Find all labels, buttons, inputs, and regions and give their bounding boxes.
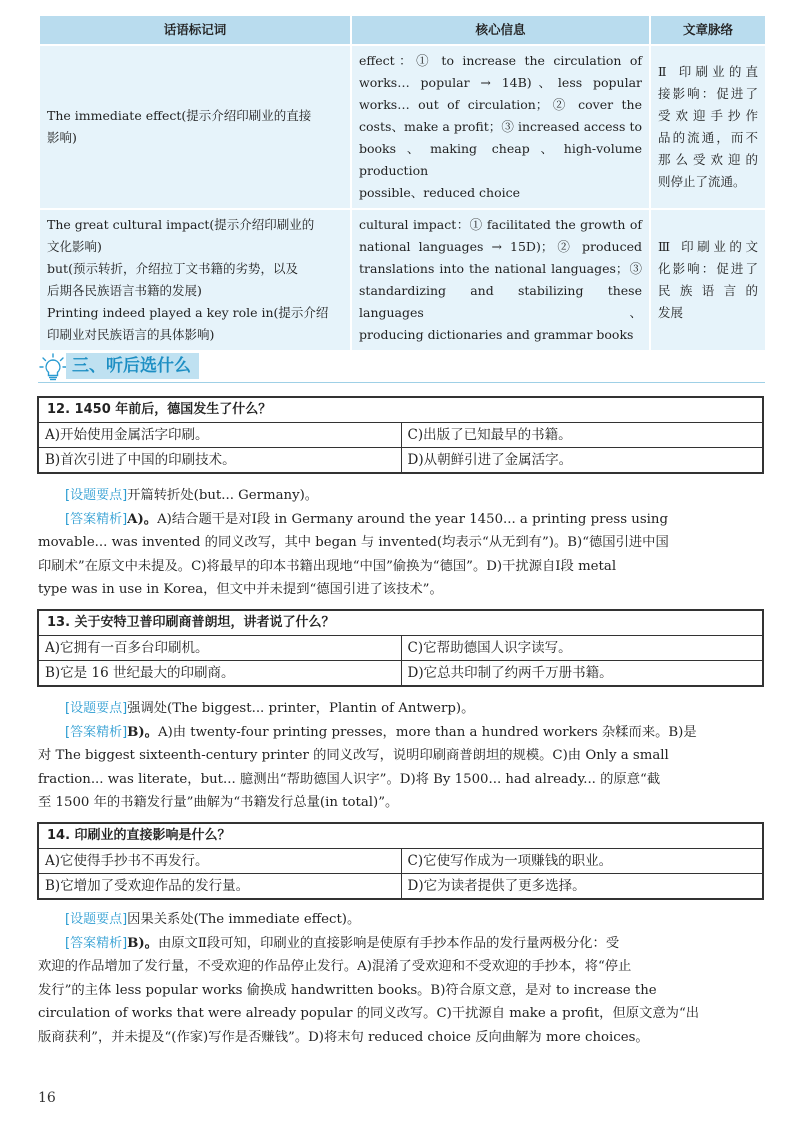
analysis-line: A)由 twenty-four printing presses，more than a hundred workers 杂糅而来。B)是 — [157, 724, 697, 740]
text-line: 接影响：促进了 — [658, 86, 758, 101]
text-line: 受欢迎手抄作 — [658, 108, 758, 123]
question-12 — [37, 396, 764, 474]
header-outline: 文章脉络 — [651, 16, 765, 44]
analysis-line: fraction... was literate，but... 臆测出“帮助德国人识字”。D)将 By 1500... had already... 的原意“截 — [38, 771, 661, 787]
answer: B)。 — [127, 935, 158, 951]
core-info-cell — [352, 46, 649, 208]
analysis-13 — [38, 697, 765, 815]
answer: A)。 — [127, 511, 158, 527]
option-d: D)从朝鲜引进了金属活字。 — [401, 448, 763, 472]
text-line: books、making cheap、high-volume production — [359, 141, 642, 178]
marker-cell — [40, 46, 350, 208]
option-c: C)它帮助德国人识字读写。 — [401, 636, 763, 660]
answer: B)。 — [127, 724, 158, 740]
text-line: translations into the national languages；③ — [359, 261, 642, 276]
outline-cell — [651, 46, 765, 208]
text-line: Ⅱ 印刷业的直 — [658, 64, 758, 79]
analysis-line: movable... was invented 的同义改写，其中 began 与 invented(均表示“从无到有”)。B)“德国引进中国 — [38, 535, 669, 551]
section-title: 三、听后选什么 — [66, 353, 199, 379]
option-a: A)它拥有一百多台印刷机。 — [45, 640, 209, 656]
text-line: Ⅲ 印刷业的文 — [658, 239, 758, 254]
lightbulb-icon — [38, 352, 68, 382]
text-line: Printing indeed played a key role in(提示介绍 — [47, 305, 329, 320]
analysis-line: 发行”的主体 less popular works 偷换成 handwritten books。B)符合原文意，是对 to increase the — [38, 982, 657, 998]
option-b: B)它是 16 世纪最大的印刷商。 — [45, 665, 235, 681]
point-text: 因果关系处(The immediate effect)。 — [127, 912, 361, 927]
point-text: 强调处(The biggest... printer，Plantin of Antwerp)。 — [127, 701, 475, 716]
analysis-line: 欢迎的作品增加了发行量，不受欢迎的作品停止发行。A)混淆了受欢迎和不受欢迎的手抄本，将“停止 — [38, 959, 632, 975]
option-a: A)它使得手抄书不再发行。 — [45, 853, 209, 869]
point-text: 开篇转折处(but... Germany)。 — [127, 488, 319, 503]
page-number: 16 — [38, 1090, 56, 1106]
marker-cell — [40, 210, 350, 350]
point-tag: [设题要点] — [65, 912, 128, 927]
text-line: The immediate effect(提示介绍印刷业的直接 — [47, 108, 312, 123]
question-stem: 14. 印刷业的直接影响是什么？ — [39, 824, 762, 849]
analysis-line: A)结合题干是对Ⅰ段 in Germany around the year 1450... a printing press using — [157, 511, 668, 527]
analysis-line: 至 1500 年的书籍发行量”曲解为“书籍发行总量(in total)”。 — [38, 795, 399, 811]
analysis-12 — [38, 484, 765, 602]
text-line: producing dictionaries and grammar books — [359, 327, 634, 342]
text-line: national languages → 15D)；② produced — [359, 239, 642, 254]
analysis-line: 由原文Ⅱ段可知，印刷业的直接影响是使原有手抄本作品的发行量两极分化：受 — [157, 935, 620, 951]
option-b: B)它增加了受欢迎作品的发行量。 — [45, 878, 250, 894]
text-line: effect：① to increase the circulation of — [359, 53, 642, 68]
text-line: possible、reduced choice — [359, 185, 521, 200]
analysis-line: 对 The biggest sixteenth-century printer 的同义改写，说明印刷商普朗坦的规模。C)由 Only a small — [38, 748, 669, 764]
question-14 — [37, 822, 764, 900]
text-line: 影响) — [47, 130, 77, 145]
text-line: cultural impact：① facilitated the growth of — [359, 217, 642, 232]
analysis-14 — [38, 908, 765, 1050]
question-stem: 12. 1450 年前后，德国发生了什么？ — [39, 398, 762, 423]
analysis-line: 印刷术”在原文中未提及。C)将最早的印本书籍出现地“中国”偷换为“德国”。D)干扰源自Ⅰ段 metal — [38, 558, 617, 574]
option-b: B)首次引进了中国的印刷技术。 — [45, 452, 236, 468]
text-line: 品的流通，而不 — [658, 130, 758, 145]
option-c: C)出版了已知最早的书籍。 — [401, 423, 763, 447]
point-tag: [设题要点] — [65, 488, 128, 503]
option-d: D)它为读者提供了更多选择。 — [401, 874, 763, 898]
text-line: standardizing and stabilizing these languages、 — [359, 283, 642, 320]
text-line: 发展 — [658, 305, 684, 320]
analysis-tag: [答案精析] — [65, 724, 128, 740]
text-line: 那么受欢迎的 — [658, 152, 758, 167]
question-stem: 13. 关于安特卫普印刷商普朗坦，讲者说了什么？ — [39, 611, 762, 636]
question-13 — [37, 609, 764, 687]
analysis-line: type was in use in Korea，但文中并未提到“德国引进了该技术”。 — [38, 582, 443, 598]
outline-cell — [651, 210, 765, 350]
analysis-line: 版商获利”，并未提及“(作家)写作是否赚钱”。D)将末句 reduced choice 反向曲解为 more choices。 — [38, 1029, 649, 1045]
text-line: but(预示转折，介绍拉丁文书籍的劣势，以及 — [47, 261, 298, 276]
header-marker: 话语标记词 — [40, 16, 350, 44]
analysis-tag: [答案精析] — [65, 511, 128, 527]
point-tag: [设题要点] — [65, 701, 128, 716]
text-line: 民族语言的 — [658, 283, 758, 298]
text-line: works… out of circulation；② cover the — [359, 97, 642, 112]
analysis-line: circulation of works that were already popular 的同义改写。C)干扰源自 make a profit，但原文意为“出 — [38, 1006, 700, 1022]
core-info-cell — [352, 210, 649, 350]
text-line: The great cultural impact(提示介绍印刷业的 — [47, 217, 315, 232]
section-heading — [38, 352, 765, 383]
header-core-info: 核心信息 — [352, 16, 649, 44]
option-c: C)它使写作成为一项赚钱的职业。 — [401, 849, 763, 873]
text-line: costs、make a profit；③ increased access to — [359, 119, 642, 134]
text-line: works… popular → 14B)、less popular — [359, 75, 642, 90]
analysis-tag: [答案精析] — [65, 935, 128, 951]
text-line: 化影响：促进了 — [658, 261, 758, 276]
option-a: A)开始使用金属活字印刷。 — [45, 427, 209, 443]
discourse-marker-table — [38, 14, 767, 352]
text-line: 后期各民族语言书籍的发展) — [47, 283, 202, 298]
option-d: D)它总共印制了约两千万册书籍。 — [401, 661, 763, 685]
text-line: 文化影响) — [47, 239, 102, 254]
text-line: 则停止了流通。 — [658, 174, 746, 189]
text-line: 印刷业对民族语言的具体影响) — [47, 327, 215, 342]
